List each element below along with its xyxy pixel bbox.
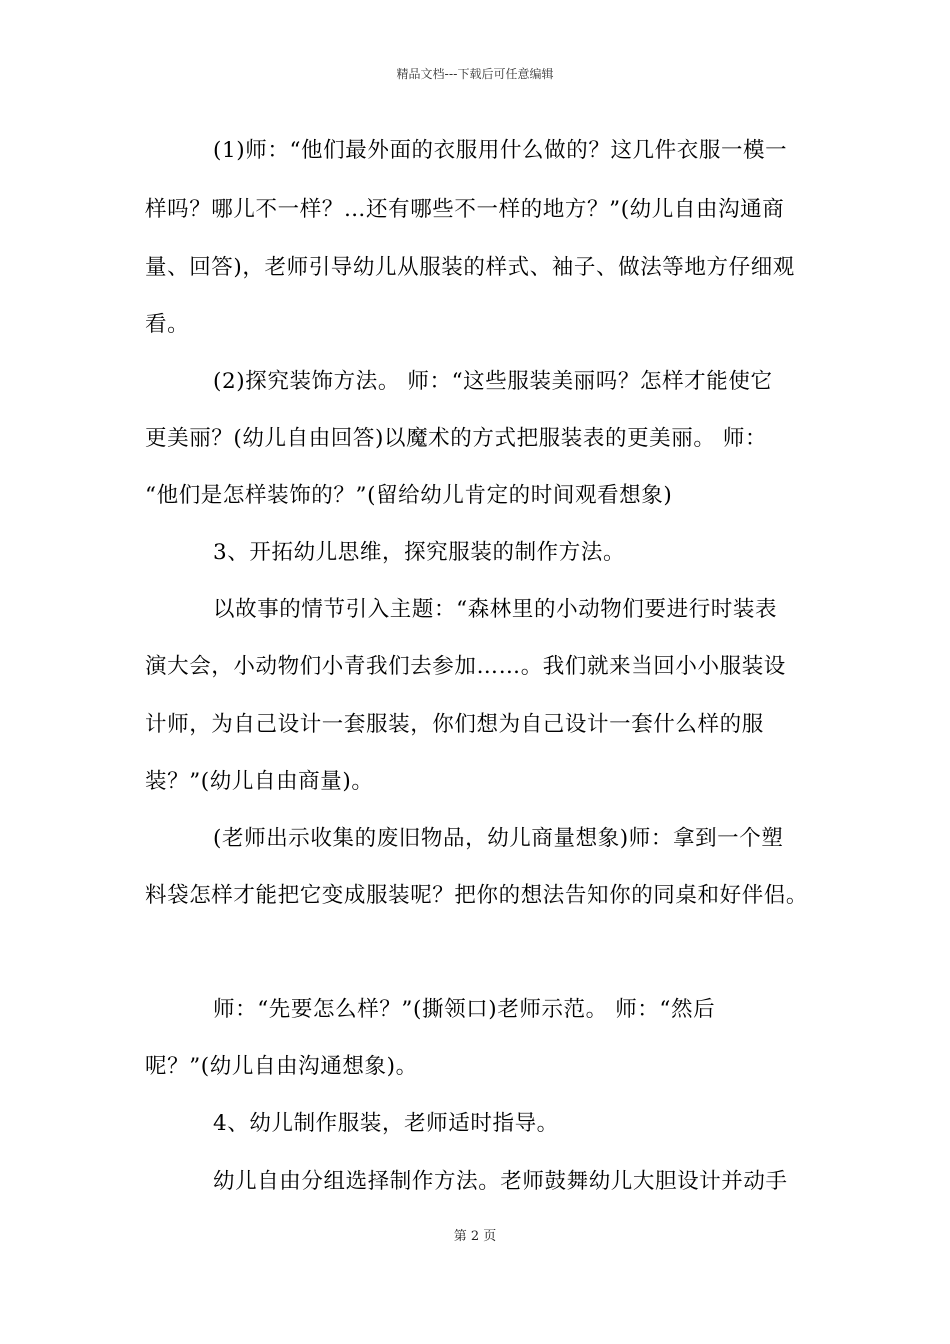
body-line: 3、开拓幼儿思维，探究服装的制作方法。 [213, 540, 626, 565]
body-line: 幼儿自由分组选择制作方法。老师鼓舞幼儿大胆设计并动手 [213, 1169, 788, 1194]
body-line: (1)师：“他们最外面的衣服用什么做的？这几件衣服一模一 [213, 138, 788, 163]
body-line: 计师，为自己设计一套服装，你们想为自己设计一套什么样的服 [145, 712, 764, 737]
body-line: 呢？”(幼儿自由沟通想象)。 [145, 1054, 418, 1079]
body-line: (老师出示收集的废旧物品，幼儿商量想象)师：拿到一个塑 [213, 826, 784, 851]
body-line: 样吗？哪儿不一样？…还有哪些不一样的地方？”(幼儿自由沟通商 [145, 197, 785, 222]
body-line: 演大会，小动物们小青我们去参加……。我们就来当回小小服装设 [145, 654, 786, 679]
page-header: 精品文档---下载后可任意编辑 [396, 67, 554, 81]
body-line: 看。 [145, 312, 190, 337]
body-line: 4、幼儿制作服装，老师适时指导。 [213, 1111, 559, 1136]
body-line: 以故事的情节引入主题：“森林里的小动物们要进行时装表 [213, 597, 778, 622]
body-line: 装？”(幼儿自由商量)。 [145, 769, 374, 794]
body-line: (2)探究装饰方法。 师：“这些服装美丽吗？怎样才能使它 [213, 369, 773, 394]
body-line: 料袋怎样才能把它变成服装呢？把你的想法告知你的同桌和好伴侣。 [145, 883, 809, 908]
body-line: 师：“先要怎么样？”(撕领口)老师示范。 师：“然后 [213, 997, 716, 1022]
page-number: 第 2 页 [453, 1229, 497, 1244]
body-line: 更美丽？(幼儿自由回答)以魔术的方式把服装表的更美丽。 师： [145, 426, 768, 451]
body-line: “他们是怎样装饰的？”(留给幼儿肯定的时间观看想象) [145, 483, 673, 508]
body-line: 量、回答)，老师引导幼儿从服装的样式、袖子、做法等地方仔细观 [145, 255, 795, 280]
